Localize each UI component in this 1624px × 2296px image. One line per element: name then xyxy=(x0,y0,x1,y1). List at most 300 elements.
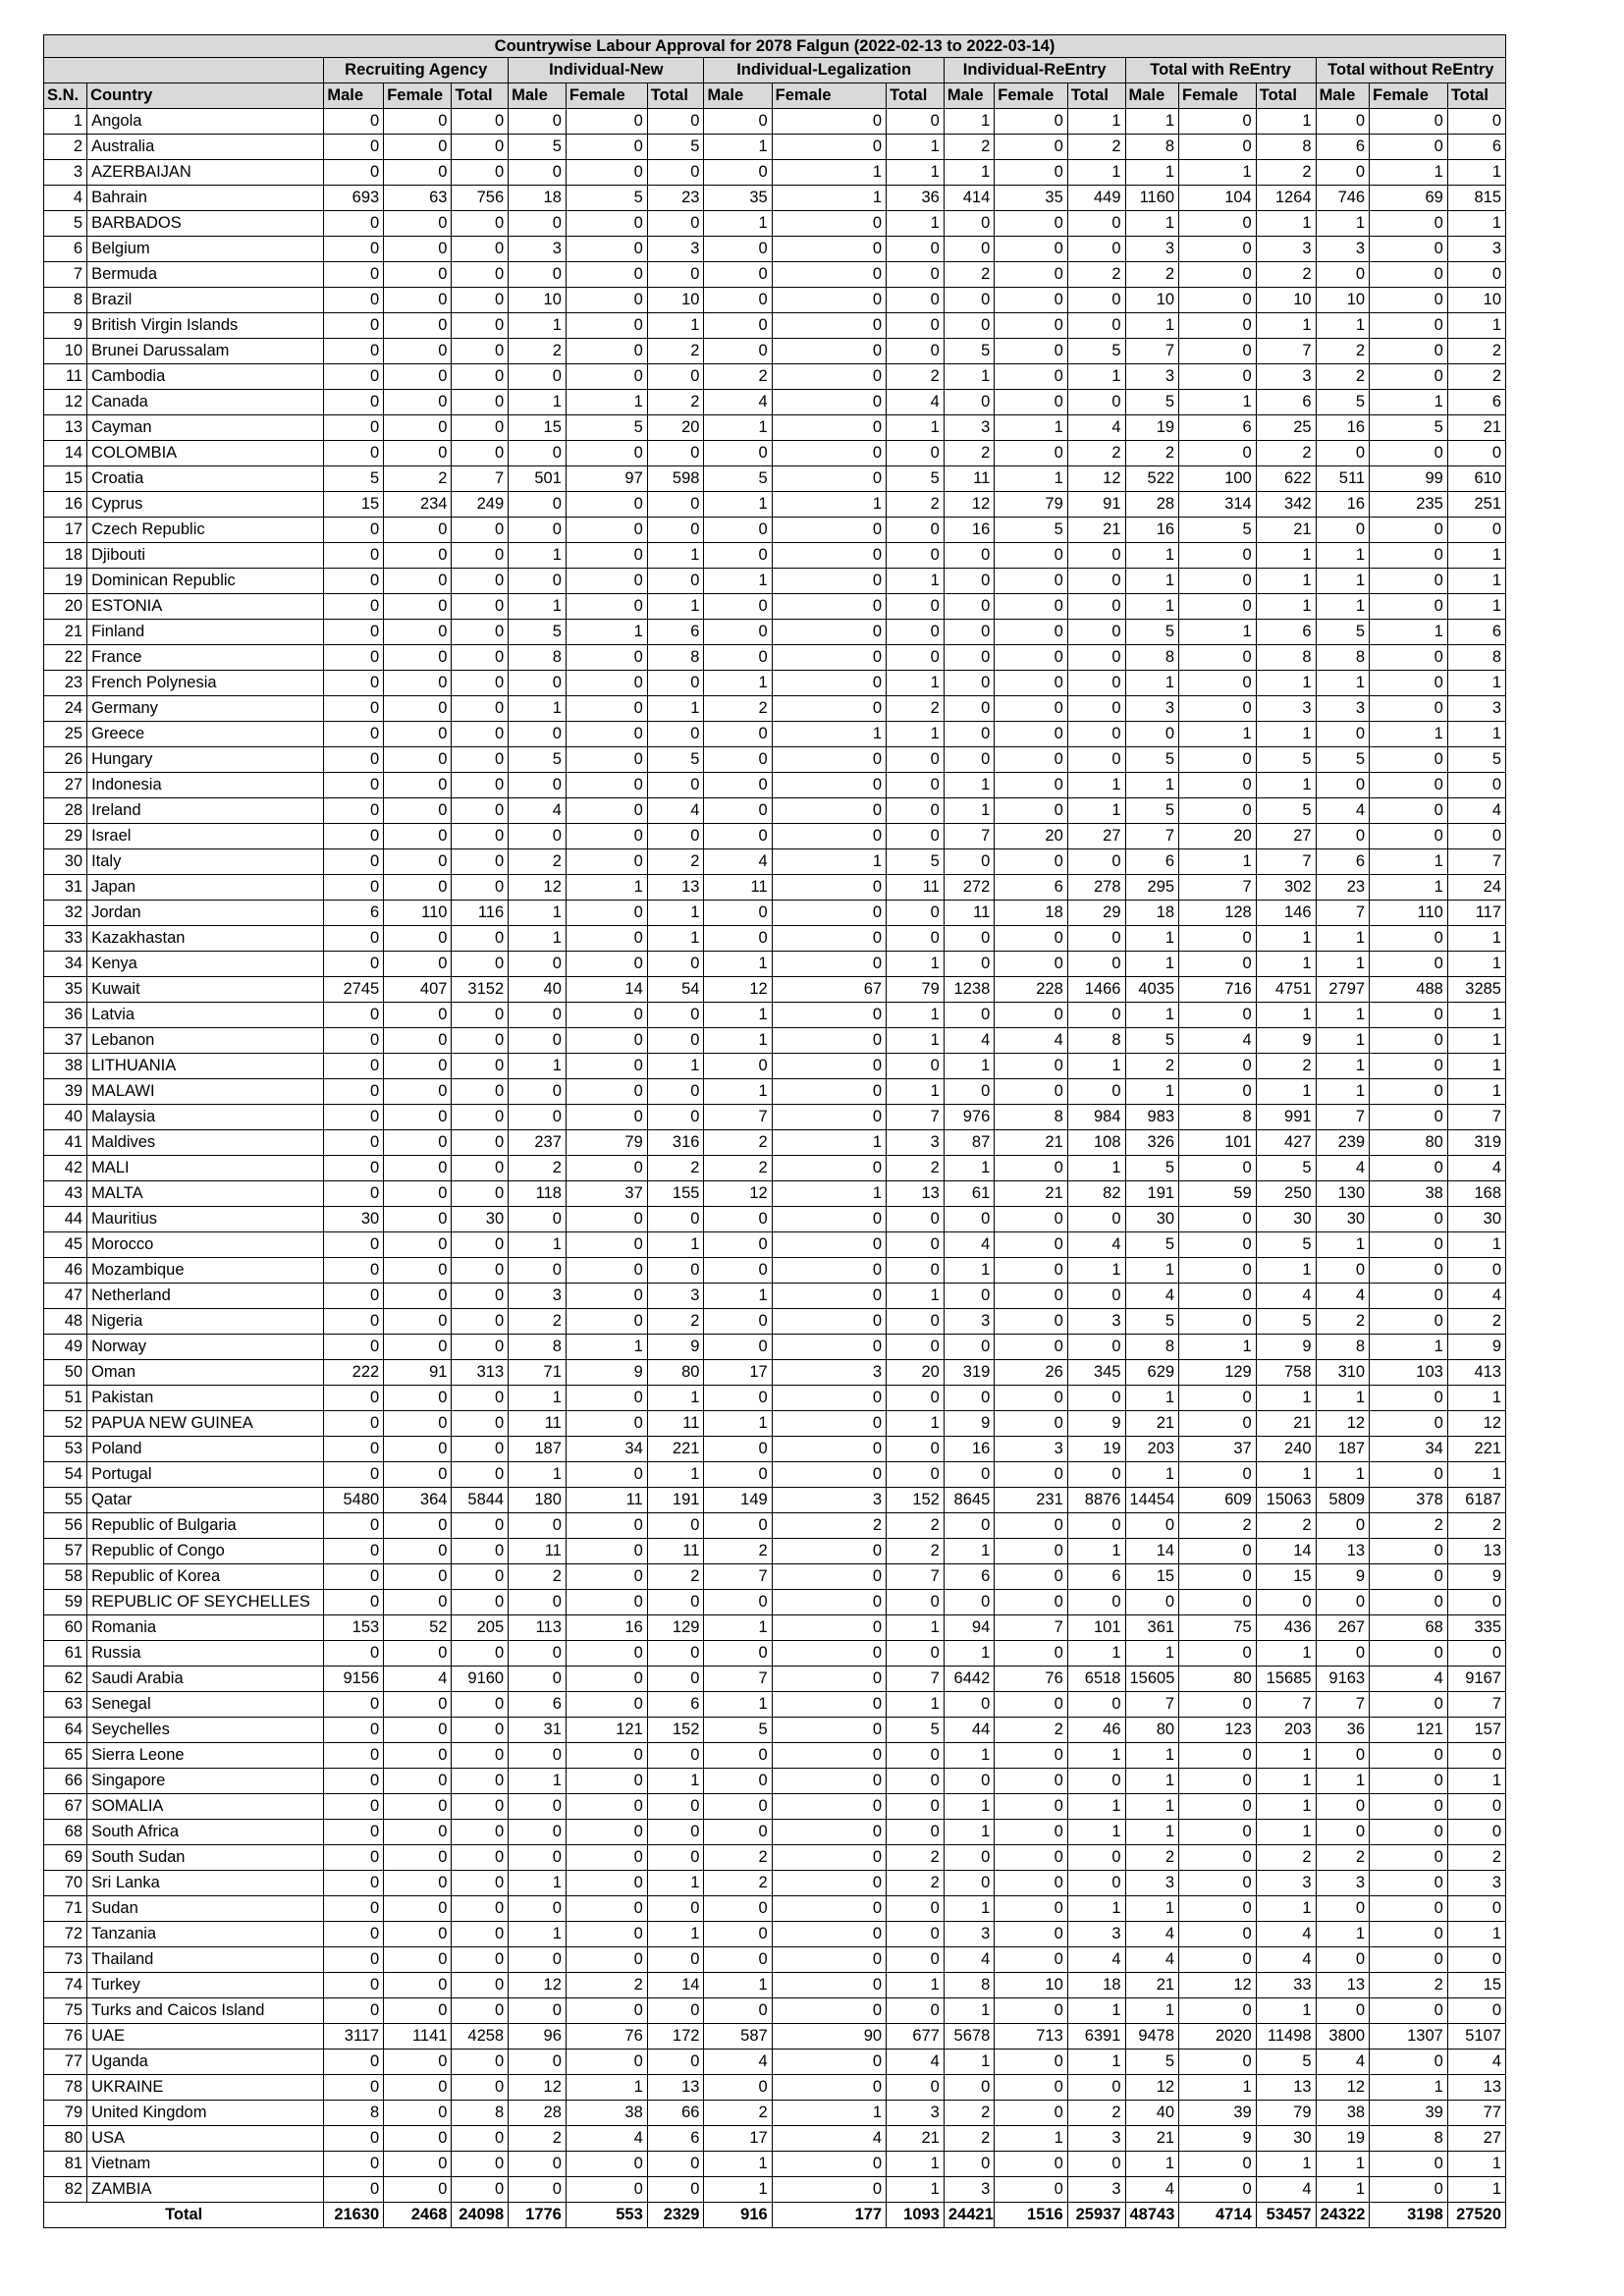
value-cell: 0 xyxy=(772,1207,886,1232)
value-cell: 1 xyxy=(1316,2177,1370,2203)
value-cell: 30 xyxy=(1256,1207,1316,1232)
value-cell: 0 xyxy=(772,1411,886,1437)
value-cell: 1 xyxy=(944,1743,994,1769)
value-cell: 94 xyxy=(944,1615,994,1641)
value-cell: 12 xyxy=(1316,2075,1370,2101)
value-cell: 0 xyxy=(1370,645,1448,671)
country-cell: Thailand xyxy=(87,1947,324,1973)
value-cell: 1 xyxy=(1125,1462,1179,1488)
serial-number-cell: 47 xyxy=(44,1284,87,1309)
value-cell: 5 xyxy=(566,186,647,211)
value-cell: 0 xyxy=(647,569,704,594)
country-cell: Lebanon xyxy=(87,1028,324,1054)
value-cell: 1 xyxy=(1447,594,1505,620)
value-cell: 4 xyxy=(1316,1284,1370,1309)
country-cell: Republic of Korea xyxy=(87,1564,324,1590)
value-cell: 0 xyxy=(887,1896,945,1922)
value-cell: 0 xyxy=(887,288,945,313)
value-cell: 0 xyxy=(944,1692,994,1718)
value-cell: 1 xyxy=(887,671,945,696)
value-cell: 80 xyxy=(1125,1718,1179,1743)
value-cell: 80 xyxy=(647,1360,704,1386)
value-cell: 116 xyxy=(452,901,509,926)
value-cell: 0 xyxy=(324,160,384,186)
value-cell: 15 xyxy=(1125,1564,1179,1590)
value-cell: 0 xyxy=(1316,1998,1370,2024)
table-row xyxy=(44,722,1506,747)
value-cell: 0 xyxy=(452,339,509,364)
value-cell: 0 xyxy=(509,1207,567,1232)
value-cell: 0 xyxy=(1370,1692,1448,1718)
value-cell: 0 xyxy=(324,135,384,160)
value-cell: 1 xyxy=(1125,2152,1179,2177)
value-cell: 2 xyxy=(509,849,567,875)
value-cell: 0 xyxy=(324,1820,384,1845)
value-cell: 1 xyxy=(1067,1641,1125,1667)
value-cell: 221 xyxy=(647,1437,704,1462)
value-cell: 0 xyxy=(887,824,945,849)
value-cell: 0 xyxy=(452,2126,509,2152)
serial-number-cell: 50 xyxy=(44,1360,87,1386)
value-cell: 15 xyxy=(1447,1973,1505,1998)
value-cell: 1 xyxy=(647,1769,704,1794)
value-cell: 1 xyxy=(1256,569,1316,594)
value-cell: 18 xyxy=(509,186,567,211)
value-cell: 69 xyxy=(1370,186,1448,211)
value-cell: 0 xyxy=(509,2177,567,2203)
column-header: Female xyxy=(1179,83,1257,109)
value-cell: 0 xyxy=(324,364,384,390)
value-cell: 2 xyxy=(647,390,704,415)
value-cell: 1 xyxy=(509,696,567,722)
value-cell: 0 xyxy=(772,1386,886,1411)
country-cell: Morocco xyxy=(87,1232,324,1258)
value-cell: 0 xyxy=(887,313,945,339)
value-cell: 66 xyxy=(647,2101,704,2126)
value-cell: 1 xyxy=(704,211,772,237)
value-cell: 12 xyxy=(509,1973,567,1998)
value-cell: 38 xyxy=(1370,1181,1448,1207)
value-cell: 0 xyxy=(1067,211,1125,237)
value-cell: 2 xyxy=(887,1845,945,1871)
value-cell: 0 xyxy=(509,952,567,977)
value-cell: 0 xyxy=(509,364,567,390)
value-cell: 11 xyxy=(704,875,772,901)
total-value-cell: 1516 xyxy=(995,2203,1067,2228)
column-header: Total xyxy=(647,83,704,109)
value-cell: 0 xyxy=(772,364,886,390)
value-cell: 0 xyxy=(887,1258,945,1284)
table-row xyxy=(44,1947,1506,1973)
value-cell: 0 xyxy=(1316,1258,1370,1284)
table-row xyxy=(44,390,1506,415)
value-cell: 1 xyxy=(1316,211,1370,237)
value-cell: 0 xyxy=(384,160,452,186)
value-cell: 0 xyxy=(1067,569,1125,594)
value-cell: 0 xyxy=(647,1028,704,1054)
table-row xyxy=(44,2126,1506,2152)
value-cell: 0 xyxy=(1370,237,1448,262)
value-cell: 2 xyxy=(1125,262,1179,288)
value-cell: 0 xyxy=(324,1156,384,1181)
table-row xyxy=(44,1973,1506,1998)
value-cell: 0 xyxy=(1370,1539,1448,1564)
value-cell: 0 xyxy=(384,2101,452,2126)
value-cell: 2 xyxy=(704,1845,772,1871)
value-cell: 0 xyxy=(1067,645,1125,671)
value-cell: 0 xyxy=(384,2075,452,2101)
value-cell: 1 xyxy=(887,1973,945,1998)
value-cell: 0 xyxy=(452,237,509,262)
value-cell: 0 xyxy=(995,1054,1067,1079)
value-cell: 0 xyxy=(566,543,647,569)
value-cell: 18 xyxy=(995,901,1067,926)
country-cell: USA xyxy=(87,2126,324,2152)
value-cell: 3 xyxy=(1316,237,1370,262)
value-cell: 2 xyxy=(566,1973,647,1998)
value-cell: 1307 xyxy=(1370,2024,1448,2050)
value-cell: 0 xyxy=(647,262,704,288)
value-cell: 0 xyxy=(704,1258,772,1284)
value-cell: 610 xyxy=(1447,466,1505,492)
value-cell: 7 xyxy=(1125,824,1179,849)
value-cell: 5 xyxy=(1256,1309,1316,1335)
value-cell: 0 xyxy=(704,1054,772,1079)
country-cell: Indonesia xyxy=(87,773,324,798)
value-cell: 1 xyxy=(995,2126,1067,2152)
value-cell: 1 xyxy=(1447,211,1505,237)
country-cell: Dominican Republic xyxy=(87,569,324,594)
value-cell: 0 xyxy=(566,1513,647,1539)
value-cell: 693 xyxy=(324,186,384,211)
country-cell: Canada xyxy=(87,390,324,415)
value-cell: 0 xyxy=(1370,747,1448,773)
value-cell: 0 xyxy=(1447,1820,1505,1845)
value-cell: 39 xyxy=(1370,2101,1448,2126)
value-cell: 313 xyxy=(452,1360,509,1386)
group-individual-reentry: Individual-ReEntry xyxy=(944,58,1125,83)
value-cell: 0 xyxy=(452,1003,509,1028)
value-cell: 0 xyxy=(1316,1947,1370,1973)
value-cell: 0 xyxy=(995,645,1067,671)
table-row xyxy=(44,2050,1506,2075)
table-row xyxy=(44,1667,1506,1692)
value-cell: 0 xyxy=(324,2126,384,2152)
value-cell: 5 xyxy=(995,518,1067,543)
value-cell: 11498 xyxy=(1256,2024,1316,2050)
value-cell: 0 xyxy=(1370,1258,1448,1284)
value-cell: 0 xyxy=(647,518,704,543)
value-cell: 146 xyxy=(1256,901,1316,926)
value-cell: 1 xyxy=(1256,543,1316,569)
value-cell: 0 xyxy=(1179,441,1257,466)
value-cell: 2 xyxy=(1370,1973,1448,1998)
value-cell: 0 xyxy=(1067,1003,1125,1028)
value-cell: 0 xyxy=(995,773,1067,798)
value-cell: 0 xyxy=(566,1667,647,1692)
value-cell: 0 xyxy=(772,1079,886,1105)
table-row xyxy=(44,262,1506,288)
value-cell: 0 xyxy=(324,1513,384,1539)
value-cell: 1 xyxy=(1316,1386,1370,1411)
value-cell: 0 xyxy=(566,1998,647,2024)
value-cell: 5 xyxy=(944,339,994,364)
value-cell: 4 xyxy=(1316,2050,1370,2075)
serial-number-cell: 64 xyxy=(44,1718,87,1743)
value-cell: 0 xyxy=(324,569,384,594)
value-cell: 28 xyxy=(509,2101,567,2126)
value-cell: 1 xyxy=(887,135,945,160)
value-cell: 0 xyxy=(324,313,384,339)
value-cell: 0 xyxy=(772,2075,886,2101)
value-cell: 0 xyxy=(995,313,1067,339)
value-cell: 0 xyxy=(944,569,994,594)
value-cell: 0 xyxy=(384,645,452,671)
value-cell: 0 xyxy=(1370,1871,1448,1896)
value-cell: 0 xyxy=(324,696,384,722)
value-cell: 1 xyxy=(1316,1028,1370,1054)
value-cell: 0 xyxy=(509,1513,567,1539)
value-cell: 4 xyxy=(1447,798,1505,824)
total-value-cell: 21630 xyxy=(324,2203,384,2228)
table-row xyxy=(44,2024,1506,2050)
country-cell: South Sudan xyxy=(87,1845,324,1871)
value-cell: 1 xyxy=(944,364,994,390)
value-cell: 0 xyxy=(704,1462,772,1488)
value-cell: 0 xyxy=(772,543,886,569)
value-cell: 0 xyxy=(324,1462,384,1488)
table-row xyxy=(44,543,1506,569)
value-cell: 0 xyxy=(887,237,945,262)
value-cell: 0 xyxy=(772,952,886,977)
table-row xyxy=(44,645,1506,671)
value-cell: 0 xyxy=(944,1207,994,1232)
value-cell: 2 xyxy=(1067,135,1125,160)
value-cell: 0 xyxy=(384,1922,452,1947)
value-cell: 0 xyxy=(1125,1513,1179,1539)
value-cell: 0 xyxy=(1370,1896,1448,1922)
value-cell: 5 xyxy=(1125,1028,1179,1054)
value-cell: 0 xyxy=(944,1003,994,1028)
value-cell: 0 xyxy=(772,1667,886,1692)
value-cell: 12 xyxy=(704,977,772,1003)
value-cell: 0 xyxy=(772,1692,886,1718)
value-cell: 1 xyxy=(944,1641,994,1667)
value-cell: 155 xyxy=(647,1181,704,1207)
total-value-cell: 27520 xyxy=(1447,2203,1505,2228)
value-cell: 0 xyxy=(384,1743,452,1769)
serial-number-cell: 63 xyxy=(44,1692,87,1718)
serial-number-cell: 33 xyxy=(44,926,87,952)
value-cell: 0 xyxy=(704,798,772,824)
value-cell: 2 xyxy=(647,339,704,364)
value-cell: 0 xyxy=(384,926,452,952)
value-cell: 0 xyxy=(324,1769,384,1794)
value-cell: 1 xyxy=(1179,1335,1257,1360)
value-cell: 2 xyxy=(1125,1054,1179,1079)
value-cell: 0 xyxy=(1447,518,1505,543)
value-cell: 0 xyxy=(772,1003,886,1028)
value-cell: 1 xyxy=(1067,1258,1125,1284)
country-cell: Italy xyxy=(87,849,324,875)
value-cell: 1 xyxy=(1125,952,1179,977)
value-cell: 8 xyxy=(1179,1105,1257,1130)
value-cell: 0 xyxy=(324,1105,384,1130)
value-cell: 0 xyxy=(384,1437,452,1462)
value-cell: 0 xyxy=(887,339,945,364)
value-cell: 0 xyxy=(384,364,452,390)
value-cell: 37 xyxy=(1179,1437,1257,1462)
value-cell: 1 xyxy=(887,1284,945,1309)
value-cell: 319 xyxy=(944,1360,994,1386)
value-cell: 0 xyxy=(452,288,509,313)
value-cell: 1 xyxy=(647,696,704,722)
value-cell: 0 xyxy=(324,875,384,901)
value-cell: 0 xyxy=(887,645,945,671)
value-cell: 1 xyxy=(647,594,704,620)
value-cell: 101 xyxy=(1067,1615,1125,1641)
value-cell: 9 xyxy=(1447,1564,1505,1590)
value-cell: 0 xyxy=(384,1386,452,1411)
value-cell: 0 xyxy=(1067,1335,1125,1360)
serial-number-cell: 44 xyxy=(44,1207,87,1232)
value-cell: 7 xyxy=(887,1105,945,1130)
value-cell: 0 xyxy=(324,2177,384,2203)
value-cell: 4751 xyxy=(1256,977,1316,1003)
value-cell: 0 xyxy=(1370,1590,1448,1615)
value-cell: 7 xyxy=(1316,1105,1370,1130)
value-cell: 0 xyxy=(1179,773,1257,798)
value-cell: 361 xyxy=(1125,1615,1179,1641)
value-cell: 0 xyxy=(995,1743,1067,1769)
serial-number-cell: 75 xyxy=(44,1998,87,2024)
value-cell: 0 xyxy=(1179,1743,1257,1769)
value-cell: 6518 xyxy=(1067,1667,1125,1692)
value-cell: 0 xyxy=(566,364,647,390)
value-cell: 8 xyxy=(1447,645,1505,671)
value-cell: 0 xyxy=(566,518,647,543)
value-cell: 0 xyxy=(509,1794,567,1820)
value-cell: 0 xyxy=(1370,262,1448,288)
value-cell: 0 xyxy=(452,1130,509,1156)
value-cell: 1 xyxy=(1256,1003,1316,1028)
value-cell: 251 xyxy=(1447,492,1505,518)
serial-number-cell: 43 xyxy=(44,1181,87,1207)
value-cell: 0 xyxy=(324,1181,384,1207)
value-cell: 1 xyxy=(1256,1820,1316,1845)
value-cell: 1 xyxy=(1256,1998,1316,2024)
value-cell: 0 xyxy=(566,1003,647,1028)
value-cell: 7 xyxy=(1256,339,1316,364)
serial-number-cell: 7 xyxy=(44,262,87,288)
value-cell: 0 xyxy=(452,1232,509,1258)
value-cell: 0 xyxy=(995,211,1067,237)
table-row xyxy=(44,824,1506,849)
value-cell: 1 xyxy=(944,2050,994,2075)
value-cell: 0 xyxy=(384,1513,452,1539)
value-cell: 0 xyxy=(452,1845,509,1871)
value-cell: 7 xyxy=(704,1667,772,1692)
value-cell: 3 xyxy=(944,2177,994,2203)
value-cell: 0 xyxy=(452,722,509,747)
value-cell: 1 xyxy=(944,1539,994,1564)
value-cell: 0 xyxy=(772,288,886,313)
value-cell: 2 xyxy=(1316,1845,1370,1871)
value-cell: 3 xyxy=(509,237,567,262)
value-cell: 0 xyxy=(384,1105,452,1130)
value-cell: 1 xyxy=(772,1130,886,1156)
table-row xyxy=(44,186,1506,211)
value-cell: 0 xyxy=(324,1998,384,2024)
value-cell: 0 xyxy=(772,1462,886,1488)
table-row xyxy=(44,1718,1506,1743)
value-cell: 0 xyxy=(995,1309,1067,1335)
value-cell: 413 xyxy=(1447,1360,1505,1386)
value-cell: 6 xyxy=(1447,390,1505,415)
value-cell: 0 xyxy=(1179,952,1257,977)
value-cell: 0 xyxy=(704,1947,772,1973)
value-cell: 0 xyxy=(1370,1845,1448,1871)
value-cell: 0 xyxy=(772,339,886,364)
value-cell: 13 xyxy=(1316,1539,1370,1564)
value-cell: 407 xyxy=(384,977,452,1003)
value-cell: 4 xyxy=(944,1232,994,1258)
value-cell: 1 xyxy=(944,1896,994,1922)
value-cell: 0 xyxy=(452,1258,509,1284)
value-cell: 9 xyxy=(566,1360,647,1386)
value-cell: 4 xyxy=(384,1667,452,1692)
value-cell: 0 xyxy=(324,211,384,237)
value-cell: 5 xyxy=(1316,620,1370,645)
value-cell: 0 xyxy=(995,1513,1067,1539)
value-cell: 0 xyxy=(944,1769,994,1794)
value-cell: 0 xyxy=(1179,364,1257,390)
value-cell: 0 xyxy=(887,773,945,798)
value-cell: 0 xyxy=(887,1743,945,1769)
value-cell: 59 xyxy=(1179,1181,1257,1207)
title-row xyxy=(44,35,1506,58)
value-cell: 79 xyxy=(1256,2101,1316,2126)
value-cell: 0 xyxy=(1179,1947,1257,1973)
value-cell: 172 xyxy=(647,2024,704,2050)
serial-number-cell: 39 xyxy=(44,1079,87,1105)
serial-number-cell: 30 xyxy=(44,849,87,875)
value-cell: 1 xyxy=(704,1973,772,1998)
value-cell: 0 xyxy=(1316,518,1370,543)
value-cell: 46 xyxy=(1067,1718,1125,1743)
value-cell: 0 xyxy=(1447,773,1505,798)
labour-approval-sheet xyxy=(43,34,1506,2228)
value-cell: 0 xyxy=(995,2152,1067,2177)
value-cell: 0 xyxy=(384,2126,452,2152)
value-cell: 0 xyxy=(647,1590,704,1615)
value-cell: 0 xyxy=(647,492,704,518)
value-cell: 0 xyxy=(995,1232,1067,1258)
value-cell: 0 xyxy=(1316,1794,1370,1820)
value-cell: 0 xyxy=(452,2050,509,2075)
value-cell: 16 xyxy=(1316,492,1370,518)
value-cell: 5 xyxy=(509,620,567,645)
table-row xyxy=(44,1079,1506,1105)
value-cell: 0 xyxy=(1179,1207,1257,1232)
value-cell: 0 xyxy=(772,390,886,415)
value-cell: 2 xyxy=(944,135,994,160)
country-cell: LITHUANIA xyxy=(87,1054,324,1079)
value-cell: 0 xyxy=(704,747,772,773)
value-cell: 0 xyxy=(704,722,772,747)
value-cell: 0 xyxy=(995,1845,1067,1871)
value-cell: 8 xyxy=(1316,1335,1370,1360)
